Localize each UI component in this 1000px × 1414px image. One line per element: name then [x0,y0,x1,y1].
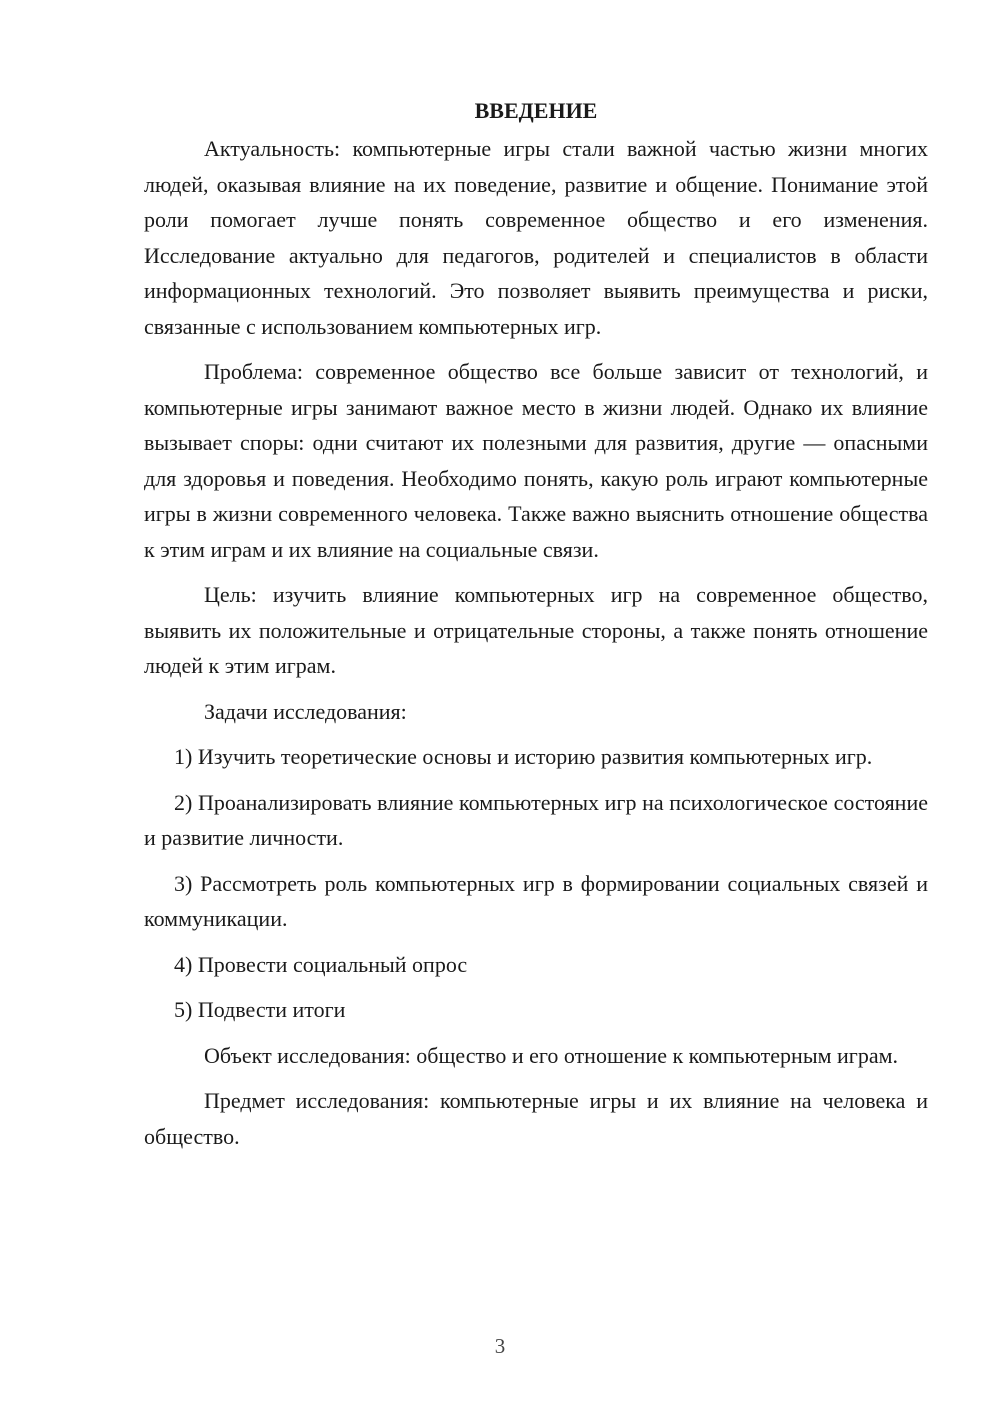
document-page [144,95,928,1164]
list-item: 4) Провести социальный опрос [174,951,468,977]
paragraph-object: Объект исследования: общество и его отношение к компьютерным играм. [204,1042,899,1068]
list-item: 1) Изучить теоретические основы и историю развития компьютерных игр. [174,744,873,769]
page-number: 3 [494,1334,506,1358]
paragraph-problem: Проблема: современное общество все больше зависит от технологий, и компьютерные игры занимают важное место в жизни людей. Однако их влияние вызывает споры: одни считают их полезными для развития, другие — опасными для здоровья и поведения. Необходимо понять, какую роль играют компьютерные игры в жизни современного человека. Также важно выяснить отношение общества к этим играм и их влияние на социальные связи. [144,359,928,562]
list-item: 3) Рассмотреть роль компьютерных игр в формировании социальных связей и коммуникации. [144,870,928,931]
list-item: 5) Подвести итоги [174,997,346,1022]
paragraph-goal: Цель: изучить влияние компьютерных игр на современное общество, выявить их положительные и отрицательные стороны, а также понять отношение людей к этим играм. [144,582,928,678]
section-heading: ВВЕДЕНИЕ [474,98,598,123]
paragraph-subject: Предмет исследования: компьютерные игры и их влияние на человека и общество. [144,1088,928,1149]
list-item: 2) Проанализировать влияние компьютерных игр на психологическое состояние и развитие личности. [144,789,928,850]
tasks-list [144,739,928,1028]
paragraph-relevance: Актуальность: компьютерные игры стали важной частью жизни многих людей, оказывая влияние на их поведение, развитие и общение. Понимание этой роли помогает лучше понять современное общество и его изменения. Исследование актуально для педагогов, родителей и специалистов в области информационных технологий. Это позволяет выявить преимущества и риски, связанные с использованием компьютерных игр. [144,136,928,339]
paragraph-tasks-title: Задачи исследования: [204,698,407,724]
